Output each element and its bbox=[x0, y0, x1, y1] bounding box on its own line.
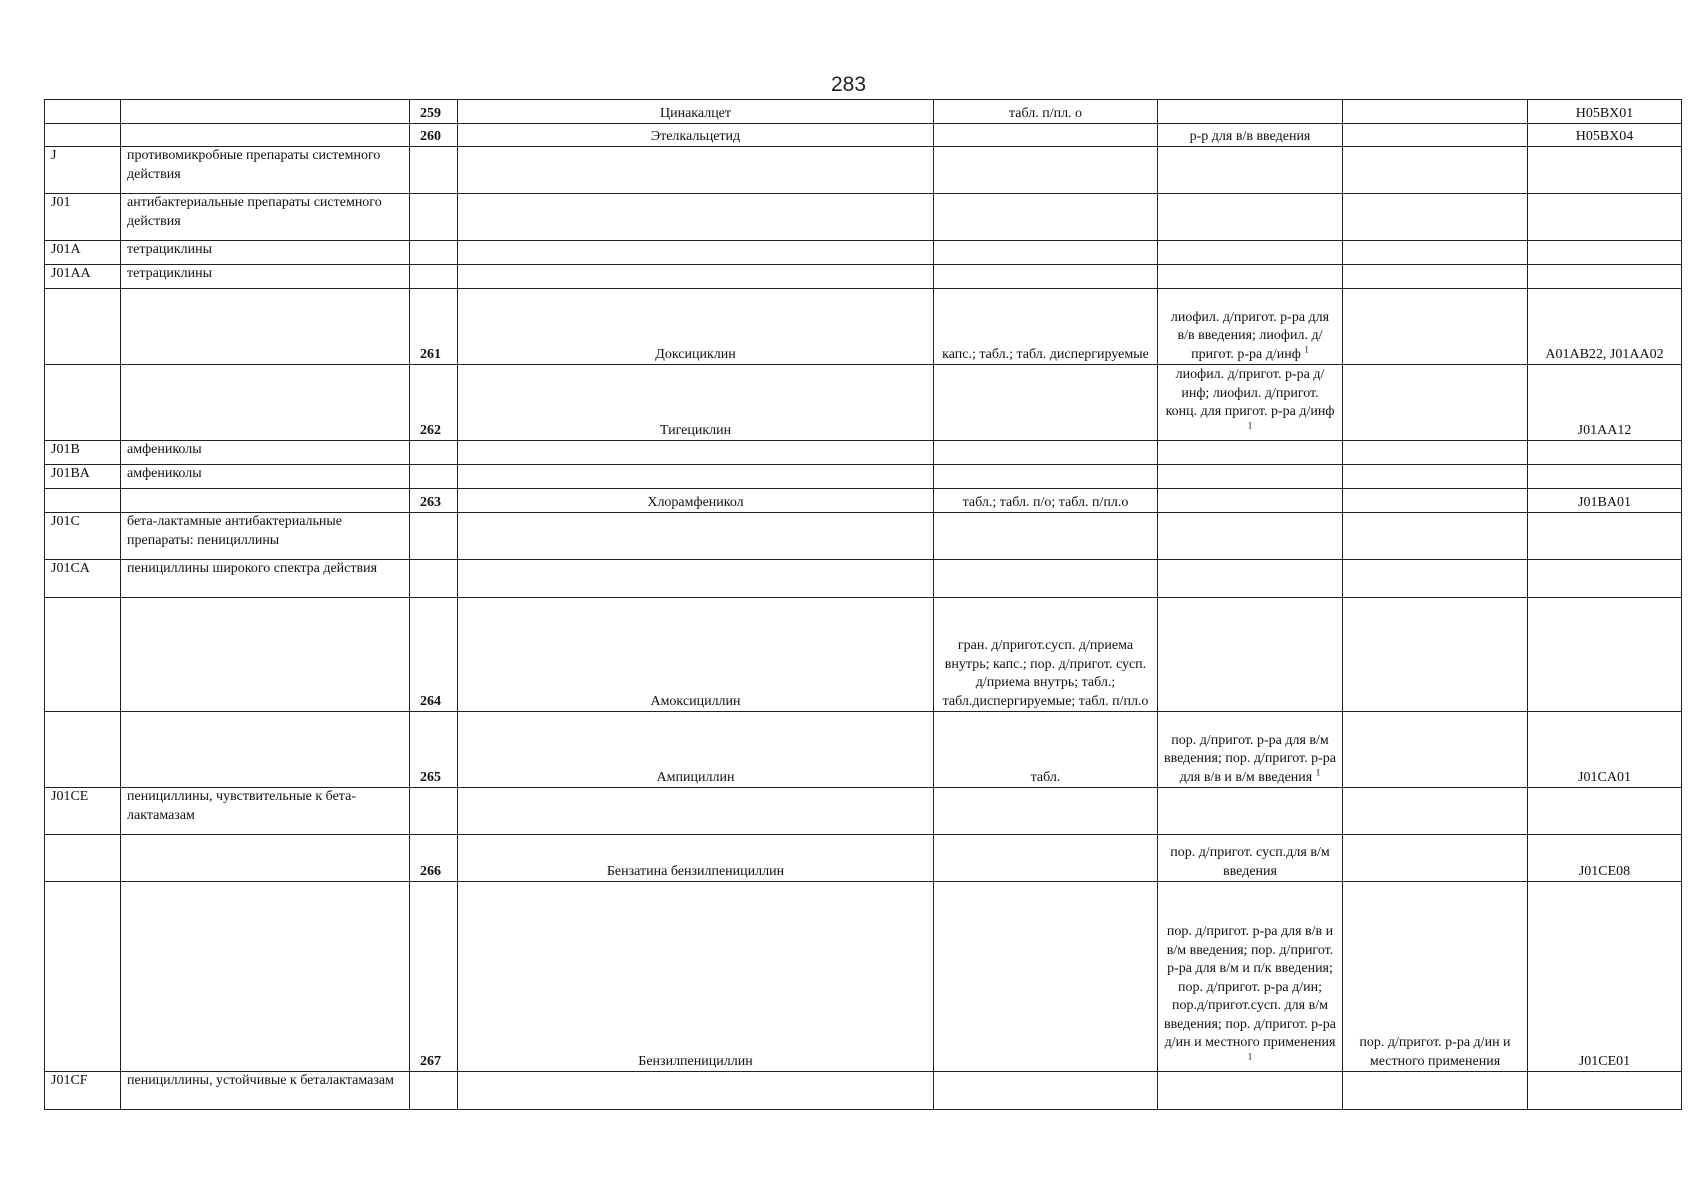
group-name-cell-text: тетрациклины bbox=[127, 242, 212, 257]
table-row bbox=[45, 513, 1682, 560]
other-form-cell bbox=[1343, 241, 1528, 265]
group-name-cell bbox=[121, 441, 410, 465]
atx-code-cell-text: J01CA bbox=[51, 561, 90, 576]
other-form-cell bbox=[1343, 513, 1528, 560]
group-name-cell bbox=[121, 465, 410, 489]
row-number-cell bbox=[410, 365, 458, 441]
dosage-form-cell bbox=[934, 289, 1158, 365]
group-name-cell bbox=[121, 1072, 410, 1110]
drug-name-cell-text: Бензатина бензилпенициллин bbox=[606, 863, 785, 879]
dosage-form-cell bbox=[934, 712, 1158, 788]
other-form-cell bbox=[1343, 560, 1528, 598]
row-number-cell-text: 264 bbox=[420, 693, 441, 709]
group-name-cell bbox=[121, 147, 410, 194]
group-name-cell-text: тетрациклины bbox=[127, 266, 212, 281]
other-form-cell bbox=[1343, 100, 1528, 124]
row-number-cell-text: 260 bbox=[420, 128, 441, 144]
dosage-form-cell bbox=[934, 598, 1158, 712]
atx-code-cell bbox=[45, 365, 121, 441]
table-row bbox=[45, 441, 1682, 465]
atx-code-cell bbox=[45, 441, 121, 465]
atc-code-cell bbox=[1528, 100, 1682, 124]
injection-form-cell bbox=[1158, 712, 1343, 788]
row-number-cell bbox=[410, 560, 458, 598]
atc-code-cell bbox=[1528, 241, 1682, 265]
dosage-form-cell bbox=[934, 560, 1158, 598]
atx-code-cell bbox=[45, 465, 121, 489]
dosage-form-cell bbox=[934, 365, 1158, 441]
atc-code-cell bbox=[1528, 365, 1682, 441]
dosage-form-cell bbox=[934, 1072, 1158, 1110]
group-name-cell-text: пенициллины, чувствительные к бета-лактамазам bbox=[127, 789, 356, 823]
atx-code-cell bbox=[45, 489, 121, 513]
dosage-form-cell-text: гран. д/пригот.сусп. д/приема внутрь; капс.; пор. д/пригот. сусп. д/приема внутрь; табл.; табл.диспергируемые; табл. п/пл.о bbox=[942, 638, 1149, 709]
table-row bbox=[45, 365, 1682, 441]
injection-form-cell-text: лиофил. д/пригот. р-ра д/инф; лиофил. д/пригот. конц. для пригот. р-ра д/инф bbox=[1165, 367, 1335, 419]
row-number-cell bbox=[410, 489, 458, 513]
injection-form-cell-text: пор. д/пригот. р-ра для в/м введения; пор. д/пригот. р-ра для в/в и в/м введения bbox=[1164, 732, 1336, 785]
row-number-cell-text: 267 bbox=[420, 1053, 441, 1069]
drug-name-cell bbox=[458, 100, 934, 124]
table-row bbox=[45, 289, 1682, 365]
group-name-cell bbox=[121, 124, 410, 147]
group-name-cell bbox=[121, 560, 410, 598]
atc-code-cell bbox=[1528, 441, 1682, 465]
injection-form-cell-text: пор. д/пригот. р-ра для в/в и в/м введения; пор. д/пригот. р-ра для в/м и п/к введения; пор. д/пригот. р-ра д/ин; пор.д/пригот.сусп. для в/м введения; пор. д/пригот. р-ра д/ин и местного применения bbox=[1164, 924, 1336, 1050]
table-row bbox=[45, 124, 1682, 147]
atx-code-cell-text: J01BA bbox=[51, 466, 90, 481]
atx-code-cell bbox=[45, 712, 121, 788]
atc-code-cell bbox=[1528, 489, 1682, 513]
row-number-cell bbox=[410, 265, 458, 289]
other-form-cell bbox=[1343, 124, 1528, 147]
page-number: 283 bbox=[830, 73, 867, 96]
dosage-form-cell bbox=[934, 835, 1158, 882]
dosage-form-cell-text: табл. bbox=[1030, 769, 1061, 785]
drug-name-cell bbox=[458, 194, 934, 241]
row-number-cell bbox=[410, 882, 458, 1072]
group-name-cell bbox=[121, 882, 410, 1072]
group-name-cell-text: противомикробные препараты системного действия bbox=[127, 148, 381, 182]
table-row bbox=[45, 100, 1682, 124]
drug-name-cell bbox=[458, 788, 934, 835]
dosage-form-cell bbox=[934, 513, 1158, 560]
dosage-form-cell bbox=[934, 194, 1158, 241]
atc-code-cell-text: H05BX04 bbox=[1575, 128, 1634, 144]
dosage-form-cell bbox=[934, 100, 1158, 124]
atc-code-cell-text: J01CA01 bbox=[1578, 769, 1631, 785]
row-number-cell bbox=[410, 712, 458, 788]
drug-name-cell bbox=[458, 441, 934, 465]
atx-code-cell bbox=[45, 513, 121, 560]
row-number-cell bbox=[410, 441, 458, 465]
row-number-cell bbox=[410, 124, 458, 147]
injection-form-cell bbox=[1158, 1072, 1343, 1110]
drug-name-cell bbox=[458, 513, 934, 560]
other-form-cell bbox=[1343, 441, 1528, 465]
atx-code-cell bbox=[45, 788, 121, 835]
table-row bbox=[45, 598, 1682, 712]
footnote-mark: 1 bbox=[1247, 419, 1253, 430]
group-name-cell bbox=[121, 598, 410, 712]
injection-form-cell bbox=[1158, 289, 1343, 365]
atx-code-cell-text: J01C bbox=[51, 514, 80, 529]
atx-code-cell bbox=[45, 289, 121, 365]
table-row bbox=[45, 835, 1682, 882]
injection-form-cell bbox=[1158, 194, 1343, 241]
row-number-cell bbox=[410, 513, 458, 560]
row-number-cell-text: 265 bbox=[420, 769, 441, 785]
injection-form-cell bbox=[1158, 465, 1343, 489]
drug-name-cell-text: Тигециклин bbox=[659, 422, 732, 438]
row-number-cell-text: 259 bbox=[420, 105, 441, 121]
group-name-cell bbox=[121, 194, 410, 241]
row-number-cell bbox=[410, 100, 458, 124]
injection-form-cell bbox=[1158, 489, 1343, 513]
atx-code-cell bbox=[45, 100, 121, 124]
drug-name-cell bbox=[458, 560, 934, 598]
atx-code-cell-text: J01A bbox=[51, 242, 81, 257]
row-number-cell bbox=[410, 147, 458, 194]
atc-code-cell-text: J01BA01 bbox=[1578, 494, 1631, 510]
atc-code-cell-text: H05BX01 bbox=[1575, 105, 1634, 121]
atc-code-cell-text: J01CE01 bbox=[1578, 1053, 1631, 1069]
dosage-form-cell bbox=[934, 882, 1158, 1072]
atx-code-cell bbox=[45, 147, 121, 194]
other-form-cell bbox=[1343, 194, 1528, 241]
row-number-cell-text: 261 bbox=[420, 346, 441, 362]
atx-code-cell bbox=[45, 882, 121, 1072]
atx-code-cell-text: J01CE bbox=[51, 789, 89, 804]
drug-name-cell-text: Цинакалцет bbox=[659, 105, 732, 121]
row-number-cell bbox=[410, 598, 458, 712]
drug-name-cell bbox=[458, 835, 934, 882]
footnote-mark: 1 bbox=[1304, 343, 1309, 354]
atx-code-cell bbox=[45, 598, 121, 712]
other-form-cell bbox=[1343, 265, 1528, 289]
row-number-cell bbox=[410, 465, 458, 489]
table-row bbox=[45, 265, 1682, 289]
footnote-mark: 1 bbox=[1247, 1050, 1253, 1061]
group-name-cell bbox=[121, 265, 410, 289]
drug-name-cell bbox=[458, 289, 934, 365]
atc-code-cell bbox=[1528, 465, 1682, 489]
table-row bbox=[45, 712, 1682, 788]
dosage-form-cell bbox=[934, 441, 1158, 465]
table-row bbox=[45, 560, 1682, 598]
atc-code-cell bbox=[1528, 513, 1682, 560]
atc-code-cell bbox=[1528, 560, 1682, 598]
group-name-cell-text: пенициллины, устойчивые к беталактамазам bbox=[127, 1073, 394, 1088]
injection-form-cell bbox=[1158, 441, 1343, 465]
drug-name-cell bbox=[458, 489, 934, 513]
drug-name-cell bbox=[458, 241, 934, 265]
drug-name-cell bbox=[458, 1072, 934, 1110]
atx-code-cell bbox=[45, 1072, 121, 1110]
dosage-form-cell-text: табл. п/пл. о bbox=[1008, 105, 1083, 121]
group-name-cell-text: пенициллины широкого спектра действия bbox=[127, 561, 378, 576]
other-form-cell bbox=[1343, 147, 1528, 194]
injection-form-cell bbox=[1158, 241, 1343, 265]
group-name-cell-text: амфениколы bbox=[127, 442, 202, 457]
drug-name-cell bbox=[458, 147, 934, 194]
atc-code-cell-text: J01AA12 bbox=[1577, 422, 1632, 438]
atx-code-cell bbox=[45, 835, 121, 882]
table-row bbox=[45, 147, 1682, 194]
other-form-cell bbox=[1343, 882, 1528, 1072]
atc-code-cell bbox=[1528, 265, 1682, 289]
table-row bbox=[45, 241, 1682, 265]
group-name-cell bbox=[121, 365, 410, 441]
group-name-cell bbox=[121, 100, 410, 124]
dosage-form-cell bbox=[934, 265, 1158, 289]
row-number-cell bbox=[410, 194, 458, 241]
row-number-cell-text: 266 bbox=[420, 863, 441, 879]
injection-form-cell-text: лиофил. д/пригот. р-ра для в/в введения; лиофил. д/пригот. р-ра д/инф bbox=[1170, 309, 1330, 362]
drug-name-cell bbox=[458, 882, 934, 1072]
atc-code-cell bbox=[1528, 882, 1682, 1072]
table-row bbox=[45, 194, 1682, 241]
row-number-cell-text: 263 bbox=[420, 494, 441, 510]
atc-code-cell bbox=[1528, 289, 1682, 365]
injection-form-cell bbox=[1158, 560, 1343, 598]
table-row bbox=[45, 1072, 1682, 1110]
injection-form-cell bbox=[1158, 788, 1343, 835]
row-number-cell-text: 262 bbox=[420, 422, 441, 438]
table-row bbox=[45, 788, 1682, 835]
drug-name-cell bbox=[458, 598, 934, 712]
other-form-cell-text: пор. д/пригот. р-ра д/ин и местного применения bbox=[1359, 1035, 1511, 1069]
dosage-form-cell bbox=[934, 788, 1158, 835]
drug-name-cell bbox=[458, 712, 934, 788]
other-form-cell bbox=[1343, 365, 1528, 441]
row-number-cell bbox=[410, 241, 458, 265]
group-name-cell bbox=[121, 835, 410, 882]
other-form-cell bbox=[1343, 788, 1528, 835]
atx-code-cell bbox=[45, 124, 121, 147]
dosage-form-cell bbox=[934, 124, 1158, 147]
injection-form-cell bbox=[1158, 265, 1343, 289]
drug-name-cell bbox=[458, 465, 934, 489]
atc-code-cell-text: A01AB22, J01AA02 bbox=[1545, 346, 1664, 362]
dosage-form-cell bbox=[934, 241, 1158, 265]
atx-code-cell-text: J bbox=[51, 148, 57, 163]
other-form-cell bbox=[1343, 1072, 1528, 1110]
injection-form-cell bbox=[1158, 882, 1343, 1072]
drug-name-cell-text: Этелкальцетид bbox=[650, 128, 741, 144]
atc-code-cell bbox=[1528, 788, 1682, 835]
row-number-cell bbox=[410, 289, 458, 365]
atc-code-cell-text: J01CE08 bbox=[1578, 863, 1631, 879]
atc-code-cell bbox=[1528, 1072, 1682, 1110]
other-form-cell bbox=[1343, 598, 1528, 712]
injection-form-cell-text: р-р для в/в введения bbox=[1189, 128, 1311, 144]
drug-name-cell-text: Бензилпенициллин bbox=[638, 1053, 753, 1069]
injection-form-cell bbox=[1158, 513, 1343, 560]
other-form-cell bbox=[1343, 289, 1528, 365]
row-number-cell bbox=[410, 835, 458, 882]
injection-form-cell bbox=[1158, 598, 1343, 712]
drug-name-cell-text: Доксициклин bbox=[655, 346, 736, 362]
group-name-cell bbox=[121, 513, 410, 560]
other-form-cell bbox=[1343, 465, 1528, 489]
injection-form-cell-text: пор. д/пригот. сусп.для в/м введения bbox=[1170, 845, 1330, 879]
group-name-cell bbox=[121, 289, 410, 365]
table-row bbox=[45, 465, 1682, 489]
atx-code-cell bbox=[45, 194, 121, 241]
group-name-cell-text: амфениколы bbox=[127, 466, 202, 481]
drug-name-cell bbox=[458, 265, 934, 289]
atc-code-cell bbox=[1528, 835, 1682, 882]
atc-code-cell bbox=[1528, 124, 1682, 147]
drug-table-body bbox=[45, 100, 1682, 1110]
drug-name-cell bbox=[458, 365, 934, 441]
group-name-cell-text: антибактериальные препараты системного действия bbox=[127, 195, 382, 229]
drug-name-cell-text: Ампициллин bbox=[656, 769, 735, 785]
group-name-cell-text: бета-лактамные антибактериальные препараты: пенициллины bbox=[127, 514, 343, 548]
dosage-form-cell bbox=[934, 147, 1158, 194]
atc-code-cell bbox=[1528, 598, 1682, 712]
injection-form-cell bbox=[1158, 365, 1343, 441]
table-row bbox=[45, 489, 1682, 513]
drug-name-cell-text: Амоксициллин bbox=[650, 693, 741, 709]
injection-form-cell bbox=[1158, 835, 1343, 882]
atc-code-cell bbox=[1528, 712, 1682, 788]
drug-name-cell-text: Хлорамфеникол bbox=[647, 494, 744, 510]
atx-code-cell-text: J01AA bbox=[51, 266, 91, 281]
group-name-cell bbox=[121, 788, 410, 835]
drug-name-cell bbox=[458, 124, 934, 147]
injection-form-cell bbox=[1158, 100, 1343, 124]
dosage-form-cell bbox=[934, 489, 1158, 513]
group-name-cell bbox=[121, 241, 410, 265]
footnote-mark: 1 bbox=[1315, 766, 1321, 777]
atx-code-cell-text: J01CF bbox=[51, 1073, 88, 1088]
atx-code-cell-text: J01B bbox=[51, 442, 80, 457]
atx-code-cell bbox=[45, 241, 121, 265]
atc-code-cell bbox=[1528, 194, 1682, 241]
injection-form-cell bbox=[1158, 124, 1343, 147]
injection-form-cell bbox=[1158, 147, 1343, 194]
atx-code-cell bbox=[45, 265, 121, 289]
atx-code-cell-text: J01 bbox=[51, 195, 71, 210]
atc-code-cell bbox=[1528, 147, 1682, 194]
row-number-cell bbox=[410, 1072, 458, 1110]
other-form-cell bbox=[1343, 489, 1528, 513]
other-form-cell bbox=[1343, 712, 1528, 788]
table-row bbox=[45, 882, 1682, 1072]
dosage-form-cell bbox=[934, 465, 1158, 489]
dosage-form-cell-text: капс.; табл.; табл. диспергируемые bbox=[942, 346, 1149, 362]
row-number-cell bbox=[410, 788, 458, 835]
atx-code-cell bbox=[45, 560, 121, 598]
group-name-cell bbox=[121, 489, 410, 513]
drug-table bbox=[44, 99, 1682, 1110]
group-name-cell bbox=[121, 712, 410, 788]
dosage-form-cell-text: табл.; табл. п/о; табл. п/пл.о bbox=[962, 494, 1129, 510]
other-form-cell bbox=[1343, 835, 1528, 882]
